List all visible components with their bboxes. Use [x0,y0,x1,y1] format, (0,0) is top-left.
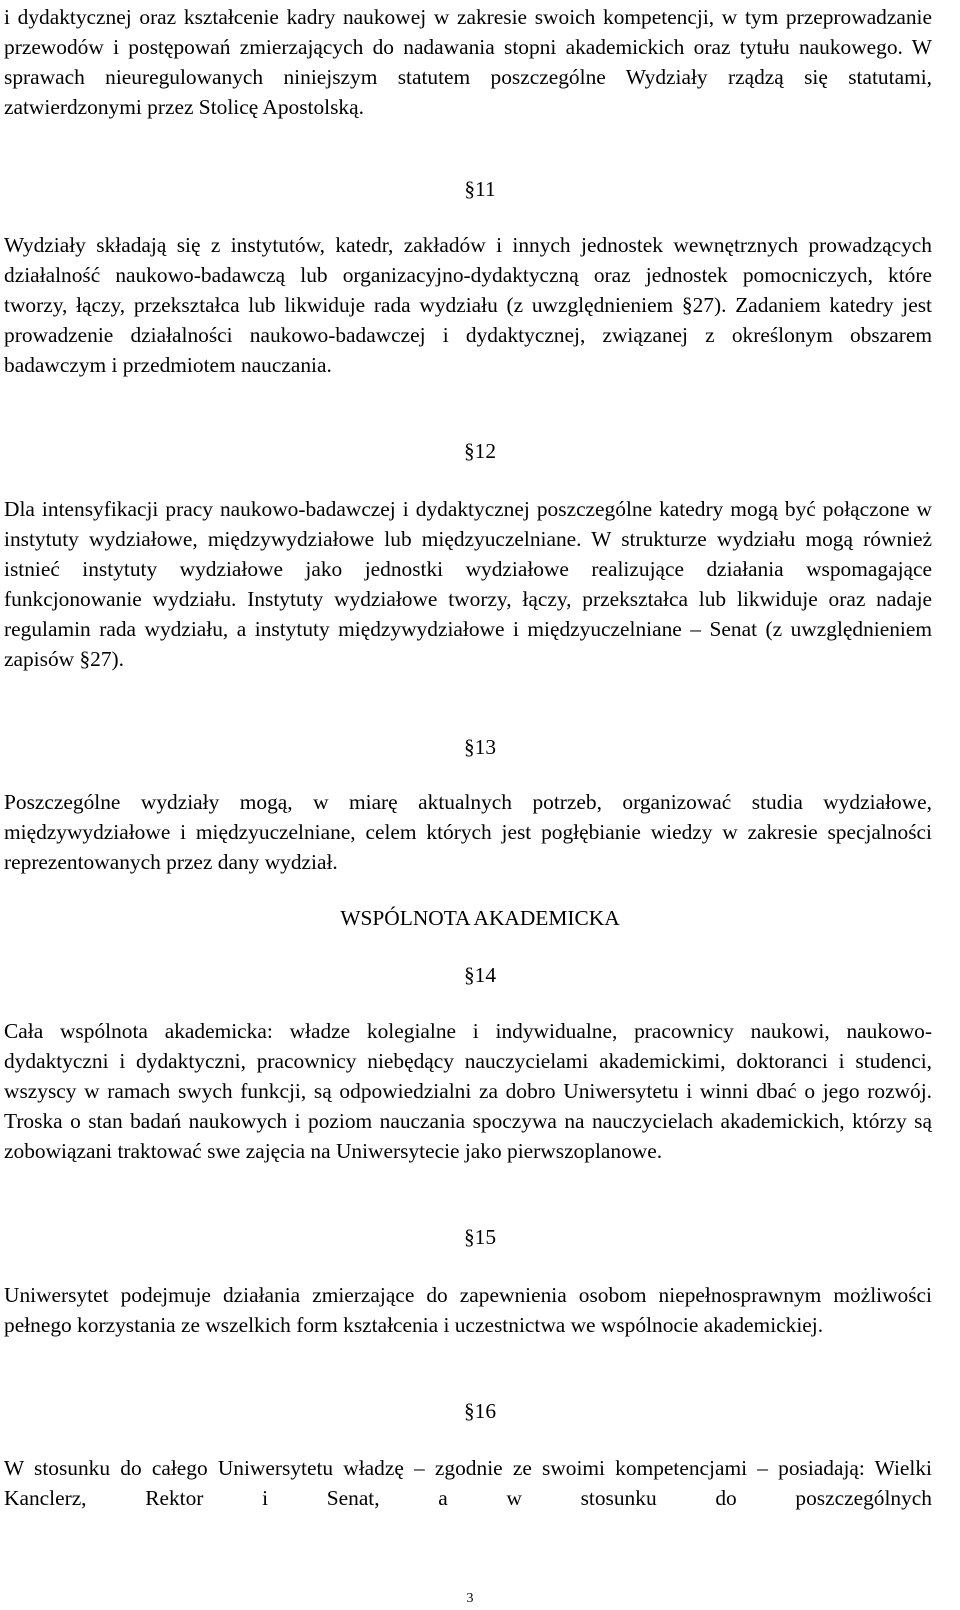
section-heading-16: §16 [463,1399,497,1423]
page-number: 3 [466,1591,474,1606]
section-heading-15: §15 [463,1225,497,1249]
section-paragraph-12: Dla intensyfikacji pracy naukowo-badawczej i dydaktycznej poszczególne katedry mogą być połączone w instytuty wydziałowe, międzywydziałowe lub międzyuczelniane. W strukturze wydziału mogą również istnieć instytuty wydziałowe jako jednostki wydziałowe realizujące działania wspomagające funkcjonowanie wydziału. Instytuty wydziałowe tworzy, łączy, przekształca lub likwiduje oraz nadaje regulamin rada wydziału, a instytuty międzywydziałowe i międzyuczelniane – Senat (z uwzględnieniem zapisów §27). [4,497,932,671]
section-paragraph-14: Cała wspólnota akademicka: władze kolegialne i indywidualne, pracownicy naukowi, naukowo-dydaktyczni i dydaktyczni, pracownicy niebędący nauczycielami akademickimi, doktoranci i studenci, wszyscy w ramach swych funkcji, są odpowiedzialni za dobro Uniwersytetu i winni dbać o jego rozwój. Troska o stan badań naukowych i poziom nauczania spoczywa na nauczycielach akademickich, którzy są zobowiązani traktować swe zajęcia na Uniwersytecie jako pierwszoplanowe. [4,1019,932,1163]
section-heading-12: §12 [463,439,497,463]
section-paragraph-15: Uniwersytet podejmuje działania zmierzające do zapewnienia osobom niepełnosprawnym możliwości pełnego korzystania ze wszelkich form kształcenia i uczestnictwa we wspólnocie akademickiej. [4,1283,932,1337]
section-heading-14: §14 [463,963,497,987]
section-heading-13: §13 [463,735,497,759]
intro-paragraph: i dydaktycznej oraz kształcenie kadry naukowej w zakresie swoich kompetencji, w tym przeprowadzanie przewodów i postępowań zmierzających do nadawania stopni akademickich oraz tytułu naukowego. W sprawach nieuregulowanych niniejszym statutem poszczególne Wydziały rządzą się statutami, zatwierdzonymi przez Stolicę Apostolską. [4,5,932,119]
chapter-heading: WSPÓLNOTA AKADEMICKA [340,906,620,930]
section-paragraph-13: Poszczególne wydziały mogą, w miarę aktualnych potrzeb, organizować studia wydziałowe, międzywydziałowe i międzyuczelniane, celem których jest pogłębianie wiedzy w zakresie specjalności reprezentowanych przez dany wydział. [4,790,932,874]
section-paragraph-11: Wydziały składają się z instytutów, katedr, zakładów i innych jednostek wewnętrznych prowadzących działalność naukowo-badawczą lub organizacyjno-dydaktyczną oraz jednostek pomocniczych, które tworzy, łączy, przekształca lub likwiduje rada wydziału (z uwzględnieniem §27). Zadaniem katedry jest prowadzenie działalności naukowo-badawczej i dydaktycznej, związanej z określonym obszarem badawczym i przedmiotem nauczania. [4,233,932,377]
section-heading-11: §11 [464,177,496,201]
section-paragraph-16: W stosunku do całego Uniwersytetu władzę – zgodnie ze swoimi kompetencjami – posiadają: Wielki Kanclerz, Rektor i Senat, a w stosunku do poszczególnych [4,1456,932,1510]
